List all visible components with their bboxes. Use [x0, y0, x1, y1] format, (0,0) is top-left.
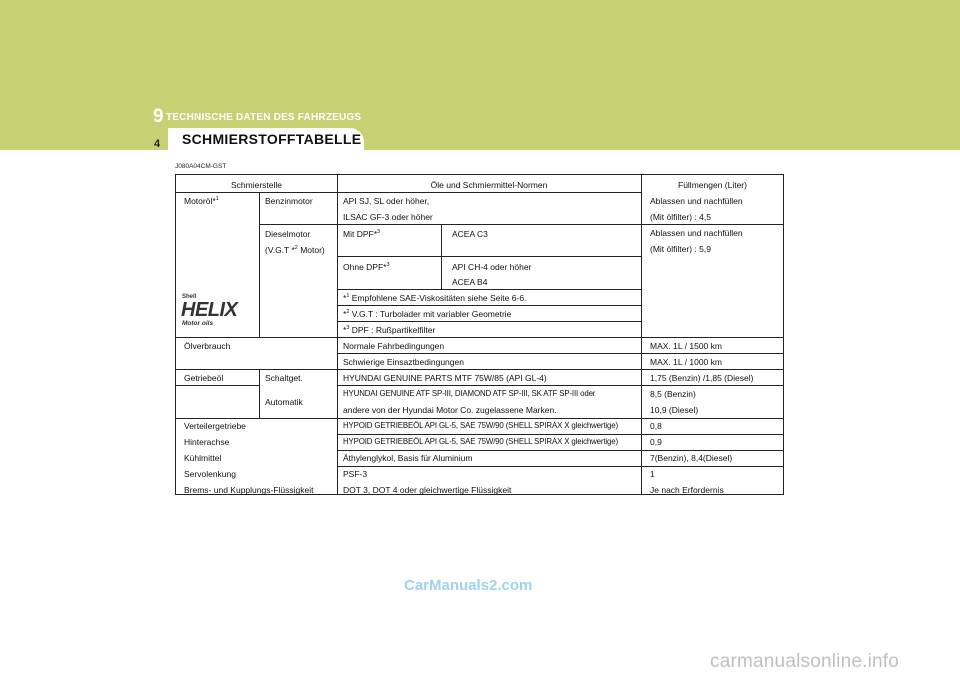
section-title: SCHMIERSTOFFTABELLE — [182, 131, 362, 147]
header-component: Schmierstelle — [230, 180, 283, 190]
hinterachse-capacity: 0,9 — [650, 437, 662, 447]
header-oil-standard: Öle und Schmiermittel-Normen — [430, 180, 548, 190]
ohne-dpf-oil-line1: API CH-4 oder höher — [452, 262, 532, 272]
bremsfluessigkeit-oil: DOT 3, DOT 4 oder gleichwertige Flüssigkeit — [343, 485, 512, 495]
benzin-oil-line1: API SJ, SL oder höher, — [343, 196, 430, 206]
oelverbrauch-schwer: Schwierige Einsaztbedingungen — [343, 357, 464, 367]
oelverbrauch-label: Ölverbrauch — [184, 341, 231, 351]
footnote-2: *$^2$ V.G.T : Turbolader mit variabler Geometrie — [343, 309, 512, 319]
page-number: 4 — [154, 138, 161, 150]
oelverbrauch-normal: Normale Fahrbedingungen — [343, 341, 445, 351]
column-rule — [441, 224, 442, 289]
schaltget-oil: HYUNDAI GENUINE PARTS MTF 75W/85 (API GL-4) — [343, 373, 547, 383]
mit-dpf-oil: ACEA C3 — [452, 229, 488, 239]
logo-motor-oils-text: Motor oils — [182, 320, 214, 327]
servolenkung-capacity: 1 — [650, 469, 655, 479]
servolenkung-label: Servolenkung — [184, 469, 236, 479]
verteiler-label: Verteilergetriebe — [184, 421, 246, 431]
bremsfluessigkeit-capacity: Je nach Erfordernis — [650, 485, 724, 495]
kuehlmittel-label: Kühlmittel — [184, 453, 222, 463]
automatik-capacity-line1: 8,5 (Benzin) — [650, 389, 696, 399]
document-code: J080A04CM-GST — [175, 163, 227, 170]
automatik-oil-line2: andere von der Hyundai Motor Co. zugelassene Marken. — [343, 405, 557, 415]
column-rule — [259, 369, 260, 418]
column-rule — [641, 175, 642, 495]
bremsfluessigkeit-label: Brems- und Kupplungs-Flüssigkeit — [184, 485, 314, 495]
ohne-dpf-oil-line2: ACEA B4 — [452, 277, 488, 287]
logo-shell-text: Shell — [182, 294, 197, 300]
getriebeoel-label: Getriebeöl — [184, 373, 224, 383]
oelverbrauch-schwer-capacity: MAX. 1L / 1000 km — [650, 357, 722, 367]
servolenkung-oil: PSF-3 — [343, 469, 368, 479]
hinterachse-oil: HYPOID GETRIEBEÖL API GL-5, SAE 75W/90 (SHELL SPIRAX X gleichwertige) — [343, 437, 618, 446]
shell-helix-logo — [181, 291, 261, 327]
benzin-oil-line2: ILSAC GF-3 oder höher — [343, 212, 433, 222]
header-capacity: Füllmengen (Liter) — [678, 180, 747, 190]
mit-dpf-label: Mit DPF*$^3$ — [343, 229, 381, 239]
ohne-dpf-label: Ohne DPF*$^3$ — [343, 262, 390, 272]
kuehlmittel-oil: Äthylenglykol, Basis für Aluminium — [343, 453, 473, 463]
schaltget-label: Schaltget. — [265, 373, 303, 383]
lubricant-table — [175, 174, 784, 495]
footnote-1: *$^1$ Empfohlene SAE-Viskositäten siehe Seite 6-6. — [343, 293, 527, 303]
motoroel-label: Motoröl*$^1$ — [184, 196, 219, 206]
hinterachse-label: Hinterachse — [184, 437, 230, 447]
watermark-carmanuals2: CarManuals2.com — [404, 577, 533, 594]
benzinmotor-label: Benzinmotor — [265, 196, 313, 206]
diesel-vgt-label: (V.G.T *$^2$ Motor) — [265, 245, 325, 255]
row-rule — [337, 256, 641, 257]
automatik-capacity-line2: 10,9 (Diesel) — [650, 405, 699, 415]
header-gap — [0, 150, 960, 162]
schaltget-capacity: 1,75 (Benzin) /1,85 (Diesel) — [650, 373, 754, 383]
footnote-3: *$^3$ DPF : Rußpartikelfilter — [343, 325, 436, 335]
logo-helix-text: HELIX — [181, 299, 238, 321]
automatik-label: Automatik — [265, 397, 303, 407]
footer-watermark: carmanualsonline.info — [710, 651, 900, 672]
shell-helix-logo-graphic — [181, 291, 261, 327]
verteiler-capacity: 0,8 — [650, 421, 662, 431]
diesel-capacity-line1: Ablassen und nachfüllen — [650, 228, 743, 238]
column-rule — [337, 175, 338, 495]
chapter-title: TECHNISCHE DATEN DES FAHRZEUGS — [166, 112, 362, 123]
verteiler-oil: HYPOID GETRIEBEÖL API GL-5, SAE 75W/90 (SHELL SPIRAX X gleichwertige) — [343, 421, 618, 430]
benzin-capacity-line1: Ablassen und nachfüllen — [650, 196, 743, 206]
header-band — [0, 0, 960, 150]
chapter-number: 9 — [153, 106, 164, 127]
diesel-capacity-line2: (Mit ölfilter) : 5,9 — [650, 244, 711, 254]
oelverbrauch-normal-capacity: MAX. 1L / 1500 km — [650, 341, 722, 351]
kuehlmittel-capacity: 7(Benzin), 8,4(Diesel) — [650, 453, 733, 463]
benzin-capacity-line2: (Mit ölfilter) : 4,5 — [650, 212, 711, 222]
dieselmotor-label: Dieselmotor — [265, 229, 311, 239]
automatik-oil-line1: HYUNDAI GENUINE ATF SP-III, DIAMOND ATF SP-III, SK ATF SP-III oder — [343, 389, 596, 398]
row-rule — [337, 466, 784, 467]
row-rule — [259, 224, 641, 225]
